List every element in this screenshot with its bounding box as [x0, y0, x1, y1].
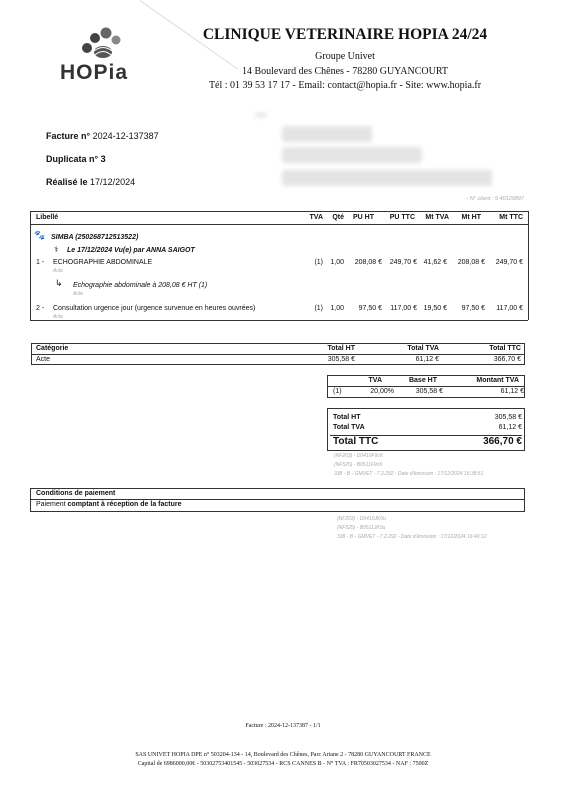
signature-1-line-1: (NF203) - D0410F9cK	[334, 453, 384, 459]
total-ht-value: 305,58 €	[494, 414, 522, 421]
realise-label: Réalisé le	[46, 177, 88, 187]
realise-date: 17/12/2024	[90, 177, 136, 187]
redacted-mark	[255, 113, 267, 117]
paw-small-icon: 🐾	[34, 230, 46, 240]
footer-company-line-2: Capital de 6986000,00€ - 50302753401545 - 503027534 - RCS CANNES B - N° TVA : FR70503027534 - NAF : 7500Z	[137, 761, 429, 767]
facture-line	[46, 131, 159, 141]
table-border-top	[30, 211, 528, 212]
item-2-pu-ht: 97,50 €	[358, 305, 382, 312]
item-2-sub: Acte	[53, 314, 64, 320]
hopia-logo	[60, 26, 140, 86]
col-header-pu-ht: PU HT	[353, 214, 374, 221]
item-2-tva: (1)	[314, 305, 323, 312]
clinic-address: 14 Boulevard des Chênes - 78280 GUYANCOURT	[241, 66, 449, 77]
tva-row-code: (1)	[333, 388, 342, 395]
visit-info: Le 17/12/2024 Vu(e) par ANNA SAIGOT	[67, 247, 195, 254]
col-header-mt-ht: Mt HT	[461, 214, 481, 221]
realise-line	[46, 177, 135, 187]
payment-header-bottom	[30, 499, 525, 500]
animal-name: SIMBA (250268712513522)	[51, 234, 139, 241]
col-header-mt-tva: Mt TVA	[425, 214, 449, 221]
facture-number: 2024-12-137387	[92, 131, 159, 141]
category-header-ht: Total HT	[327, 345, 355, 352]
category-header-bottom	[31, 354, 525, 355]
total-tva-value: 61,12 €	[498, 424, 522, 431]
item-1-pu-ht: 208,08 €	[354, 259, 382, 266]
col-header-tva: TVA	[309, 214, 323, 221]
redacted-client-line	[282, 170, 492, 186]
signature-1-line-3: 338 - B - GMVET - 7.2.292 - Date d'émission : 17/12/2024 16:38:51	[334, 471, 484, 477]
payment-prefix: Paiement	[36, 501, 66, 508]
category-row-tva: 61,12 €	[415, 356, 439, 363]
item-1-detail: Echographie abdominale à 208,08 € HT (1)	[73, 282, 208, 289]
footer-company-line-1: SAS UNIVET HOPIA DPE n° 503204-134 - 14, Boulevard des Chênes, Parc Ariane 2 - 78280 GUYANCOURT FRANCE	[135, 752, 431, 758]
item-1-sub: Acte	[53, 268, 64, 274]
item-1-label: ECHOGRAPHIE ABDOMINALE	[53, 259, 153, 266]
col-header-qte: Qté	[332, 214, 344, 221]
signature-2-line-1: (NF203) - D0410JK0u	[337, 516, 386, 522]
stethoscope-icon: ⚕	[54, 245, 59, 254]
signature-2-line-3: 338 - B - GMVET - 7.2.292 - Date d'émission : 17/12/2024 16:40:12	[337, 534, 487, 540]
category-row-label: Acte	[36, 356, 51, 363]
tva-header-amount: Montant TVA	[476, 377, 519, 384]
col-header-pu-ttc: PU TTC	[389, 214, 415, 221]
facture-label: Facture n°	[46, 131, 91, 141]
table-border-bottom	[30, 320, 528, 321]
col-header-libelle: Libellé	[36, 214, 59, 221]
item-1-mt-ht: 208,08 €	[457, 259, 485, 266]
item-1-qte: 1,00	[330, 259, 344, 266]
item-1-pu-ttc: 249,70 €	[389, 259, 417, 266]
item-2-label: Consultation urgence jour (urgence survenue en heures ouvrées)	[53, 305, 256, 312]
item-2-mt-ttc: 117,00 €	[496, 305, 523, 312]
item-2-mt-tva: 19,50 €	[423, 305, 447, 312]
paw-icon	[70, 26, 130, 60]
duplicata-number: 3	[100, 154, 106, 164]
col-header-mt-ttc: Mt TTC	[499, 214, 523, 221]
category-row-ht: 305,58 €	[327, 356, 355, 363]
clinic-name: CLINIQUE VETERINAIRE HOPIA 24/24	[202, 26, 488, 43]
signature-1-line-2: (NF525) - B0511F9cK	[334, 462, 383, 468]
clinic-contact: Tél : 01 39 53 17 17 - Email: contact@hopia.fr - Site: www.hopia.fr	[208, 80, 482, 91]
category-row-ttc: 366,70 €	[493, 356, 521, 363]
redacted-client-line	[282, 126, 372, 142]
logo-text: HOPia	[60, 61, 129, 84]
item-2-qte: 1,00	[330, 305, 344, 312]
duplicata-label: Duplicata n°	[46, 154, 99, 164]
tva-header-bottom	[327, 386, 525, 387]
payment-terms-bold: comptant à réception de la facture	[67, 501, 182, 508]
item-1-index: 1 -	[36, 259, 45, 266]
total-ttc-label: Total TTC	[333, 436, 379, 447]
total-ht-label: Total HT	[333, 414, 361, 421]
table-border-right	[528, 211, 529, 320]
item-1-detail-sub: Acte	[73, 291, 84, 297]
tva-row-amount: 61,12 €	[500, 388, 524, 395]
item-1-mt-ttc: 249,70 €	[495, 259, 523, 266]
total-tva-label: Total TVA	[333, 424, 365, 431]
tva-row-rate: 20,00%	[370, 388, 394, 395]
category-header-tva: Total TVA	[407, 345, 439, 352]
client-number: - N° client : 9 40129897	[466, 196, 524, 202]
tva-row-base: 305,58 €	[415, 388, 443, 395]
payment-header: Conditions de paiement	[36, 490, 116, 497]
tva-header-base: Base HT	[408, 377, 437, 384]
item-2-pu-ttc: 117,00 €	[390, 305, 417, 312]
category-header-ttc: Total TTC	[489, 345, 521, 352]
tva-header-rate: TVA	[368, 377, 382, 384]
duplicata-line	[46, 154, 106, 164]
detail-arrow-icon: ↳	[55, 278, 63, 288]
table-header-bottom	[30, 224, 528, 225]
item-1-mt-tva: 41,62 €	[423, 259, 447, 266]
signature-2-line-2: (NF525) - B0511JK0u	[337, 525, 386, 531]
item-2-mt-ht: 97,50 €	[461, 305, 485, 312]
footer-page: Facture : 2024-12-137387 - 1/1	[245, 723, 321, 729]
category-header-label: Catégorie	[36, 345, 69, 352]
clinic-group: Groupe Univet	[315, 51, 375, 62]
redacted-client-line	[282, 147, 422, 163]
item-2-index: 2 -	[36, 305, 45, 312]
table-border-left	[30, 211, 31, 320]
payment-terms	[36, 501, 182, 508]
item-1-tva: (1)	[314, 259, 323, 266]
total-ttc-value: 366,70 €	[483, 436, 522, 447]
